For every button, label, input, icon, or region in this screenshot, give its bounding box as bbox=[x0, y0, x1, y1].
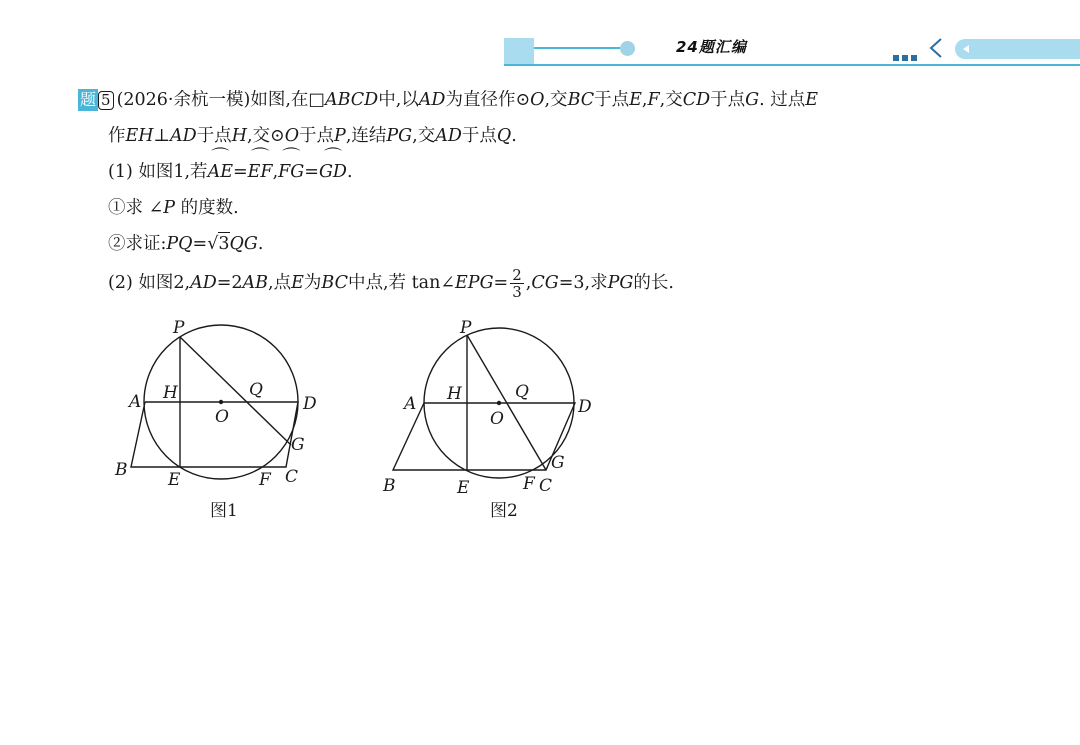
text: , bbox=[272, 162, 279, 182]
sqrt-symbol: √ bbox=[207, 234, 219, 254]
text: , bbox=[641, 90, 648, 110]
text: . 过点 bbox=[759, 90, 806, 110]
label-h: H bbox=[163, 383, 178, 403]
text: 如图,在 bbox=[250, 90, 309, 110]
math: 3 bbox=[218, 234, 230, 254]
label-h: H bbox=[447, 384, 462, 404]
label-d: D bbox=[578, 397, 592, 417]
chevron-left-icon bbox=[927, 36, 945, 60]
figure-2 bbox=[378, 315, 608, 504]
text: (2) 如图2, bbox=[108, 273, 191, 293]
problem-line-2 bbox=[108, 125, 517, 147]
label-g: G bbox=[551, 453, 565, 473]
math: AD bbox=[418, 90, 446, 110]
figure-1-caption: 图1 bbox=[210, 501, 238, 521]
text: 的长. bbox=[633, 273, 674, 293]
figure-1 bbox=[105, 315, 325, 504]
math: EH bbox=[125, 126, 154, 146]
arc-ef: ⌒ EF bbox=[248, 161, 273, 183]
text: 的度数. bbox=[175, 198, 239, 218]
problem-source: (2026·余杭一模) bbox=[116, 90, 251, 110]
math: QG bbox=[229, 234, 258, 254]
circle-symbol: ⊙ bbox=[515, 90, 531, 110]
label-b: B bbox=[383, 476, 396, 496]
header-thin-line bbox=[534, 47, 624, 49]
label-o: O bbox=[490, 409, 504, 429]
perp-symbol: ⊥ bbox=[153, 126, 171, 146]
text: = bbox=[493, 273, 509, 293]
problem-sub-2 bbox=[108, 233, 263, 255]
figure-2-diagram bbox=[378, 315, 608, 500]
problem-sub-1 bbox=[108, 197, 239, 219]
label-c: C bbox=[539, 476, 553, 496]
text: 作 bbox=[108, 126, 126, 146]
math: BC bbox=[321, 273, 348, 293]
text: = bbox=[232, 162, 248, 182]
math: P bbox=[163, 198, 176, 218]
math: AD bbox=[190, 273, 217, 293]
label-d: D bbox=[303, 394, 317, 414]
text: =2 bbox=[216, 273, 243, 293]
arc-gd: ⌒ GD bbox=[319, 161, 347, 183]
header-rule bbox=[504, 64, 1080, 66]
figure-1-diagram bbox=[105, 315, 325, 500]
label-p: P bbox=[460, 318, 472, 338]
text: ,交⊙ bbox=[246, 126, 285, 146]
fraction-numerator: 2 bbox=[512, 266, 522, 284]
math: AD bbox=[170, 126, 197, 146]
fraction-denominator: 3 bbox=[512, 283, 522, 301]
label-a: A bbox=[129, 392, 142, 412]
label-f: F bbox=[259, 470, 271, 490]
math: AD bbox=[435, 126, 462, 146]
math: PG bbox=[607, 273, 634, 293]
text: . bbox=[511, 126, 517, 146]
label-p: P bbox=[173, 318, 185, 338]
text: = bbox=[304, 162, 319, 182]
problem-line-1 bbox=[78, 89, 818, 111]
label-q: Q bbox=[249, 380, 263, 400]
text: ,连结 bbox=[345, 126, 387, 146]
label-g: G bbox=[291, 435, 305, 455]
math: H bbox=[231, 126, 247, 146]
text: 于点 bbox=[461, 126, 497, 146]
math: F bbox=[647, 90, 660, 110]
text: 于点 bbox=[299, 126, 335, 146]
text: ②求证: bbox=[108, 234, 167, 254]
text: . bbox=[257, 234, 264, 254]
text: , bbox=[525, 273, 532, 293]
text: 于点 bbox=[594, 90, 630, 110]
text: ,交 bbox=[659, 90, 683, 110]
text: ①求 ∠ bbox=[108, 198, 164, 218]
label-e: E bbox=[457, 478, 470, 498]
label-o: O bbox=[215, 407, 229, 427]
parallelogram-symbol: □ bbox=[308, 90, 325, 110]
math: CG bbox=[531, 273, 559, 293]
label-a: A bbox=[404, 394, 417, 414]
header-left-block bbox=[504, 38, 534, 64]
header-pill bbox=[955, 39, 1080, 59]
text: 中,以 bbox=[378, 90, 419, 110]
math: BC bbox=[567, 90, 595, 110]
problem-part-2 bbox=[108, 266, 674, 300]
label-b: B bbox=[115, 460, 128, 480]
text: 中点,若 tan∠ bbox=[347, 273, 456, 293]
center-point bbox=[219, 400, 223, 404]
math: O bbox=[530, 90, 545, 110]
label-e: E bbox=[168, 470, 181, 490]
center-point bbox=[497, 401, 501, 405]
text: 为 bbox=[303, 273, 322, 293]
math: G bbox=[745, 90, 760, 110]
fraction bbox=[510, 267, 524, 300]
text: 于点 bbox=[710, 90, 746, 110]
math: E bbox=[291, 273, 304, 293]
header-dot bbox=[620, 41, 635, 56]
label-q: Q bbox=[515, 382, 529, 402]
problem-badge-number: 5 bbox=[98, 91, 114, 110]
math: O bbox=[284, 126, 300, 146]
math: E bbox=[629, 90, 642, 110]
arc-fg: ⌒ FG bbox=[278, 161, 304, 183]
line-pg bbox=[180, 337, 291, 445]
math: PG bbox=[386, 126, 413, 146]
math: PQ bbox=[166, 234, 193, 254]
math: E bbox=[805, 90, 819, 110]
text: =3,求 bbox=[558, 273, 608, 293]
math: ABCD bbox=[324, 90, 379, 110]
problem-part-1 bbox=[108, 161, 353, 183]
label-f: F bbox=[523, 474, 535, 494]
text: ,交 bbox=[412, 126, 436, 146]
text: (1) 如图1,若 bbox=[108, 162, 208, 182]
arc-ae: ⌒ AE bbox=[208, 161, 233, 183]
problem-badge-label: 题 bbox=[80, 90, 97, 109]
label-c: C bbox=[285, 467, 299, 487]
header-title: 24题汇编 bbox=[676, 38, 747, 56]
math: Q bbox=[496, 126, 512, 146]
triangle-left-icon bbox=[963, 45, 969, 53]
math: AB bbox=[242, 273, 269, 293]
math: P bbox=[334, 126, 346, 146]
text: = bbox=[192, 234, 208, 254]
text: ,交 bbox=[544, 90, 568, 110]
math: EPG bbox=[455, 273, 494, 293]
text: 为直径作 bbox=[445, 90, 516, 110]
figure-2-caption: 图2 bbox=[490, 501, 518, 521]
math: CD bbox=[682, 90, 711, 110]
text: 于点 bbox=[196, 126, 232, 146]
header-squares-icon bbox=[893, 46, 920, 65]
text: . bbox=[346, 162, 353, 182]
text: ,点 bbox=[268, 273, 292, 293]
